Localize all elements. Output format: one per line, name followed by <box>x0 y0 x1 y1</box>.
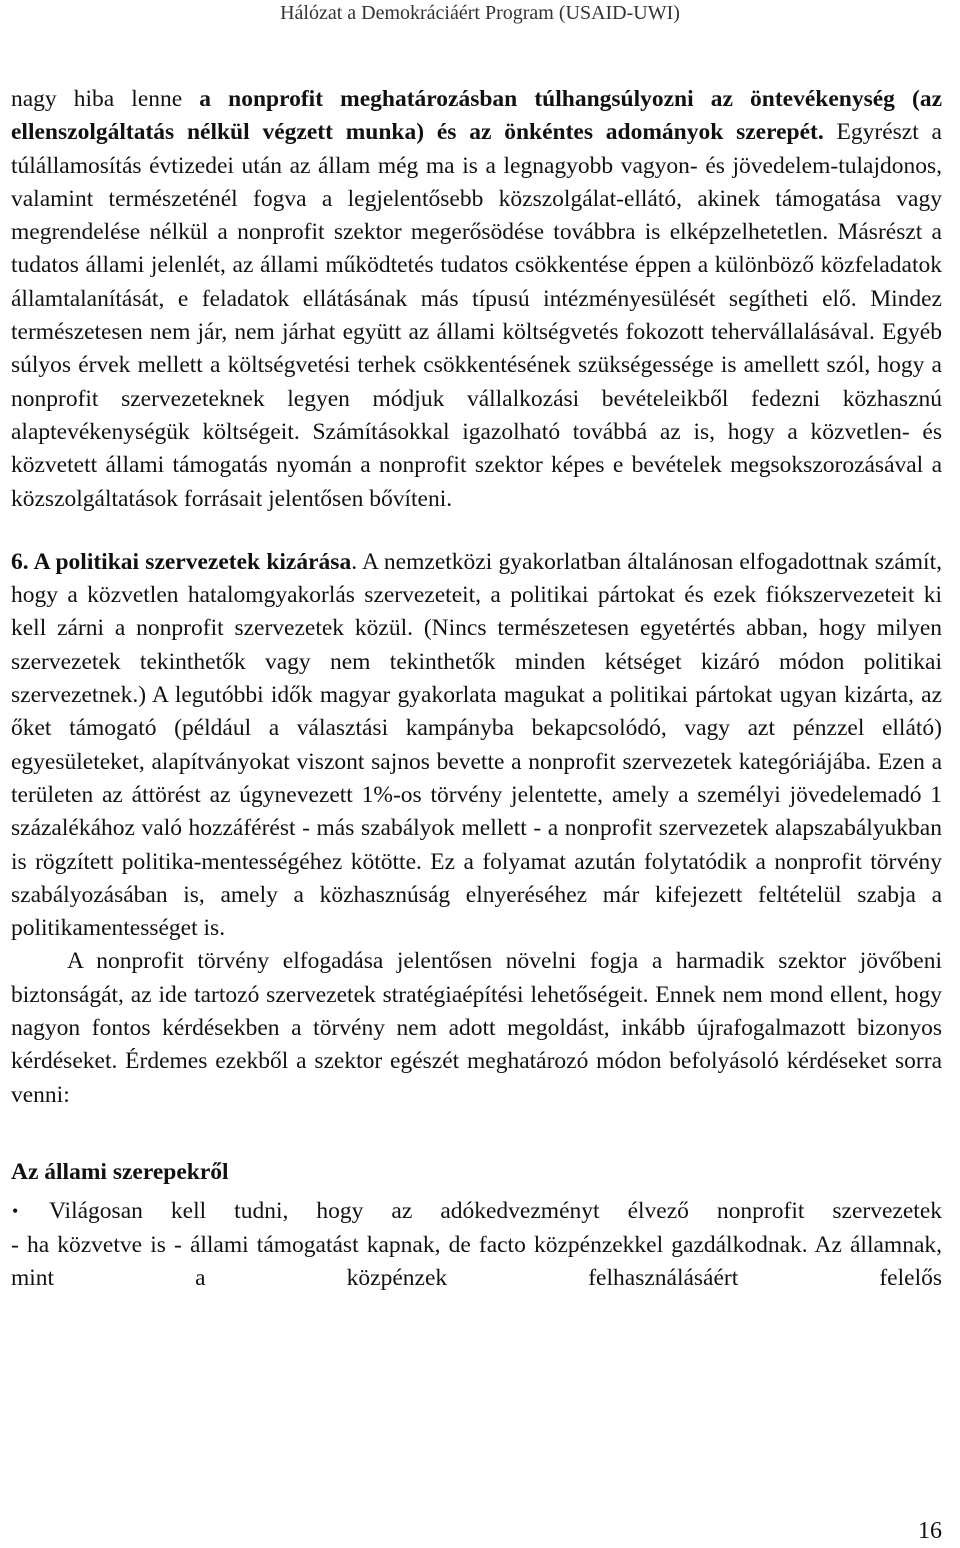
section-6-title: 6. A politikai szervezetek kizárása <box>11 548 352 575</box>
bullet-first-line: Világosan kell tudni, hogy az adókedvezményt élvező nonprofit szervezetek <box>49 1198 942 1225</box>
subheading-state-roles: Az állami szerepekről <box>11 1158 229 1185</box>
bullet-icon: • <box>12 1201 19 1222</box>
paragraph-gap <box>11 1112 942 1142</box>
section-6-paragraph <box>11 546 942 946</box>
intro-lead-text: nagy hiba lenne <box>11 86 200 112</box>
intro-rest-text: Egyrészt a túlállamosítás évtizedei után az állam még ma is a legnagyobb vagyon- és jövedelem-tulajdonos, valamint természeténél fogva a legjelentősebb közszolgálat-ellátó, akinek támogatása vagy megrendelése nélkül a nonprofit szektor megerősödése továbbra is elképzelhetetlen. Másrészt a tudatos állami jelenlét, az állami működtetés tudatos csökkentése éppen a különböző közfeladatok államtalanítását, e feladatok ellátásának más típusú intézményesülését segítheti elő. Mindez természetesen nem jár, nem járhat együtt az állami költségvetés fokozott tehervállalásával. Egyéb súlyos érvek mellett a költségvetési terhek csökkentésének szükségessége is amellett szól, hogy a nonprofit szervezeteknek legyen módjuk vállalkozási bevételeikből fedezni közhasznú alaptevékenységük költségeit. Számításokkal igazolható továbbá az is, hogy a közvetlen- és közvetett állami támogatás nyomán a nonprofit szektor képes e bevételek megsokszorozásával a közszolgáltatások forrásait jelentősen bővíteni. <box>11 119 942 512</box>
bullet-item <box>11 1195 942 1295</box>
intro-paragraph <box>11 83 942 516</box>
document-body <box>11 83 942 1295</box>
section-6-title-end: . <box>351 548 358 575</box>
running-header: Hálózat a Demokráciáért Program (USAID-UWI) <box>280 2 680 24</box>
intro-bold-text: a nonprofit meghatározásban túlhangsúlyozni az öntevékenység (az ellenszolgáltatás nélkül végzett munka) és az önkéntes adományok szerepét. <box>11 86 942 146</box>
conclusion-paragraph: A nonprofit törvény elfogadása jelentősen növelni fogja a harmadik szektor jövőbeni biztonságát, az ide tartozó szervezetek stratégiaépítési lehetőségeit. Ennek nem mond ellent, hogy nagyon fontos kérdésekben a törvény nem adott megoldást, inkább újrafogalmazott bizonyos kérdéseket. Érdemes ezekből a szektor egészét meghatározó módon befolyásoló kérdéseket sorra venni: <box>11 948 942 1108</box>
section-6-text: A nemzetközi gyakorlatban általánosan elfogadottnak számít, hogy a közvetlen hatalomgyakorlás szervezeteit, a politikai pártokat és ezek fiókszervezeteit ki kell zárni a nonprofit szervezetek közül. (Nincs természetesen egyetértés abban, hogy milyen szervezetek tekinthetők vagy nem tekinthetők minden kétséget kizáró módon politikai szervezetnek.) A legutóbbi idők magyar gyakorlata magukat a politikai pártokat ugyan kizárta, az őket támogató (például a választási kampányba bekapcsolódó, vagy azt pénzzel ellátó) egyesületeket, alapítványokat viszont sajnos bevette a nonprofit szervezetek kategóriájába. Ezen a területen az áttörést az úgynevezett 1%-os törvény jelentette, amely a személyi jövedelemadó 1 százalékához való hozzáférést - más szabályok mellett - a nonprofit szervezetek alapszabályukban is rögzített politika-mentességéhez kötötte. Ez a folyamat azután folytatódik a nonprofit törvény szabályozásában is, amely a közhasznúság elnyeréséhez már kifejezett feltételül szabja a politikamentességet is. <box>11 548 942 942</box>
bullet-continuation: - ha közvetve is - állami támogatást kapnak, de facto közpénzekkel gazdálkodnak. Az államnak, mint a közpénzek felhasználásáért felelős <box>11 1231 942 1291</box>
paragraph-gap <box>11 516 942 546</box>
page-number: 16 <box>918 1518 942 1544</box>
